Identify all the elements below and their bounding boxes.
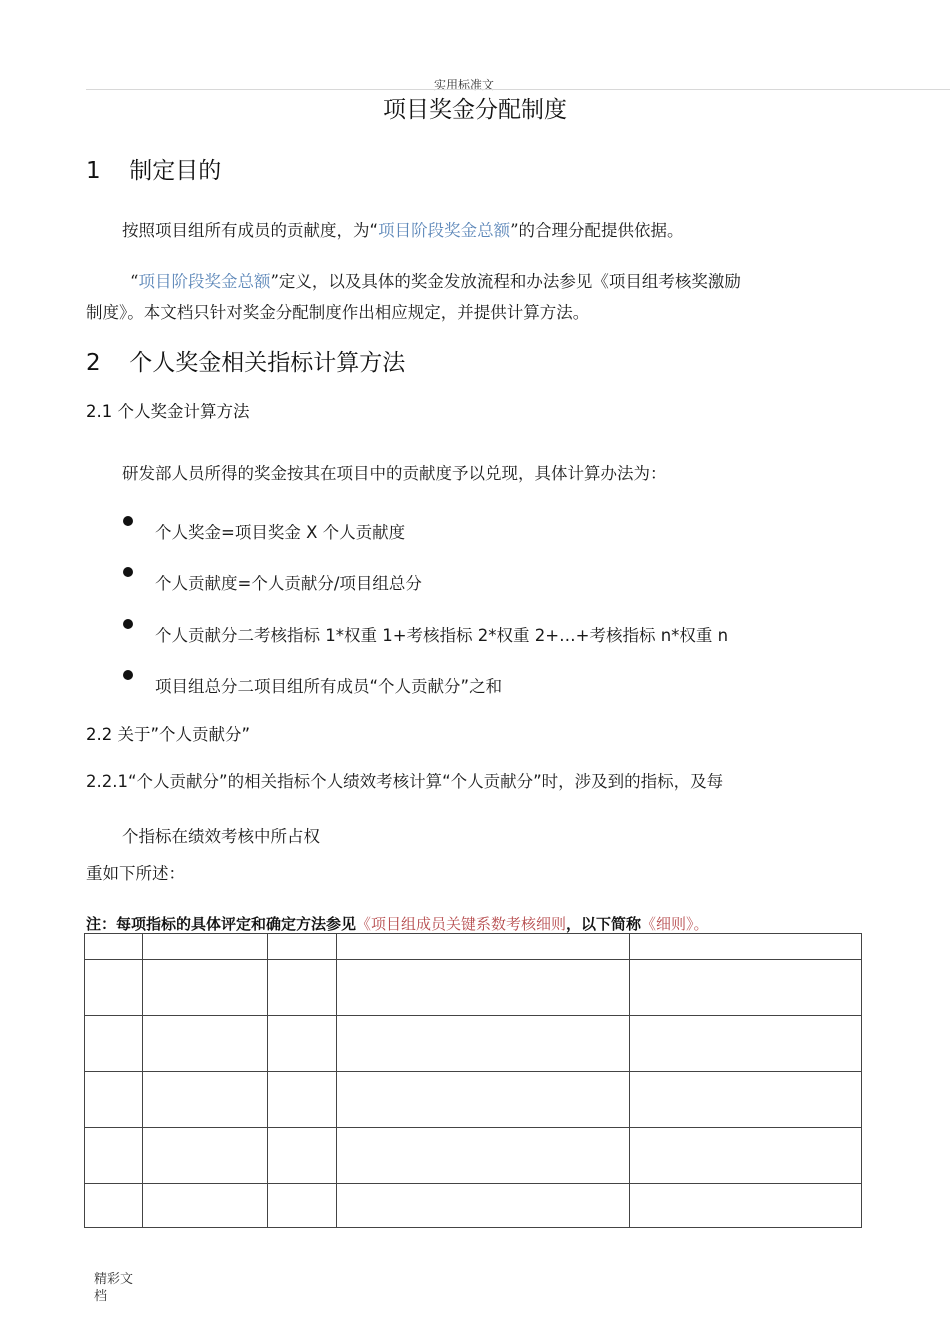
table-cell — [630, 1016, 862, 1072]
section-1-number: 1 — [86, 158, 101, 184]
table-row — [85, 1184, 862, 1228]
bullet-item-3: 个人贡献分二考核指标 1*权重 1+考核指标 2*权重 2+…+考核指标 n*权重 n — [155, 626, 729, 645]
table-cell — [630, 960, 862, 1016]
table-cell — [337, 1128, 630, 1184]
subsection-2-2-heading: 2.2 关于”个人贡献分” — [86, 725, 251, 744]
para2-quote-open: “ — [130, 272, 139, 291]
subsection-2-2-1-line-2: 个指标在绩效考核中所占权 — [122, 827, 320, 846]
subsection-2-2-1-line-3: 重如下所述： — [86, 864, 185, 883]
section-1-paragraph-1 — [122, 217, 684, 241]
page-header-text: 实用标准文 — [434, 78, 495, 92]
table-cell — [143, 1128, 268, 1184]
bullet-item-1: 个人奖金=项目奖金 X 个人贡献度 — [155, 523, 406, 542]
subsection-2-1-intro: 研发部人员所得的奖金按其在项目中的贡献度予以兑现，具体计算办法为： — [122, 464, 667, 483]
table-cell — [85, 960, 143, 1016]
document-title: 项目奖金分配制度 — [383, 97, 567, 123]
table-cell — [143, 1016, 268, 1072]
indicator-weight-table — [84, 933, 862, 1228]
section-2-title: 个人奖金相关指标计算方法 — [129, 350, 406, 376]
table-cell — [337, 1184, 630, 1228]
table-cell — [337, 1072, 630, 1128]
table-row — [85, 1072, 862, 1128]
table-cell — [630, 1128, 862, 1184]
para1-text-before: 按照项目组所有成员的贡献度，为“ — [122, 221, 379, 240]
table-cell — [630, 1184, 862, 1228]
footer-line-1: 精彩文 — [94, 1272, 134, 1287]
bullet-dot — [123, 670, 133, 680]
bullet-item-2: 个人贡献度=个人贡献分/项目组总分 — [155, 574, 422, 593]
table-cell — [85, 1184, 143, 1228]
table-row — [85, 1128, 862, 1184]
table-cell — [85, 1072, 143, 1128]
bullet-dot — [123, 567, 133, 577]
table-cell — [268, 1072, 337, 1128]
table-row — [85, 960, 862, 1016]
para2-line1-text: ”定义，以及具体的奖金发放流程和办法参见《项目组考核奖激励 — [270, 272, 741, 291]
table-cell — [268, 960, 337, 1016]
bonus-total-link[interactable]: 项目阶段奖金总额 — [378, 221, 511, 240]
table-row — [85, 934, 862, 960]
section-2-heading — [86, 344, 405, 377]
table-cell — [268, 1016, 337, 1072]
para1-text-after: ”的合理分配提供依据。 — [510, 221, 684, 240]
section-1-paragraph-2-line-2: 制度》。本文档只针对奖金分配制度作出相应规定，并提供计算方法。 — [86, 303, 590, 322]
table-row — [85, 1016, 862, 1072]
section-1-paragraph-2-line-1 — [130, 268, 741, 292]
section-1-heading — [86, 152, 221, 185]
table-cell — [268, 1128, 337, 1184]
subsection-2-2-1-line-1: 2.2.1“个人贡献分”的相关指标个人绩效考核计算“个人贡献分”时，涉及到的指标，及每 — [86, 772, 724, 791]
table-cell — [268, 934, 337, 960]
footer-line-2: 档 — [94, 1289, 108, 1304]
table-cell — [143, 1184, 268, 1228]
rules-reference-link[interactable]: 《项目组成员关键系数考核细则 — [356, 915, 567, 933]
note-middle: ，以下简称 — [566, 915, 642, 933]
bullet-item-4: 项目组总分二项目组所有成员“个人贡献分”之和 — [155, 677, 503, 696]
table-cell — [85, 1128, 143, 1184]
header-divider — [86, 89, 950, 90]
table-cell — [143, 934, 268, 960]
table-cell — [630, 1072, 862, 1128]
table-cell — [143, 960, 268, 1016]
note-prefix: 注：每项指标的具体评定和确定方法参见 — [86, 915, 357, 933]
table-cell — [337, 934, 630, 960]
table-cell — [85, 1016, 143, 1072]
subsection-2-1-heading: 2.1 个人奖金计算方法 — [86, 402, 250, 421]
table-cell — [85, 934, 143, 960]
section-1-title: 制定目的 — [129, 158, 222, 184]
table-cell — [268, 1184, 337, 1228]
bullet-dot — [123, 516, 133, 526]
rules-short-reference-link[interactable]: 《细则》。 — [641, 915, 709, 933]
bonus-total-link-2[interactable]: 项目阶段奖金总额 — [138, 272, 271, 291]
table-cell — [143, 1072, 268, 1128]
table-cell — [337, 1016, 630, 1072]
table-cell — [337, 960, 630, 1016]
page-footer-text — [94, 1271, 133, 1305]
reference-note — [86, 913, 709, 934]
bullet-dot — [123, 619, 133, 629]
table-cell — [630, 934, 862, 960]
section-2-number: 2 — [86, 350, 101, 376]
